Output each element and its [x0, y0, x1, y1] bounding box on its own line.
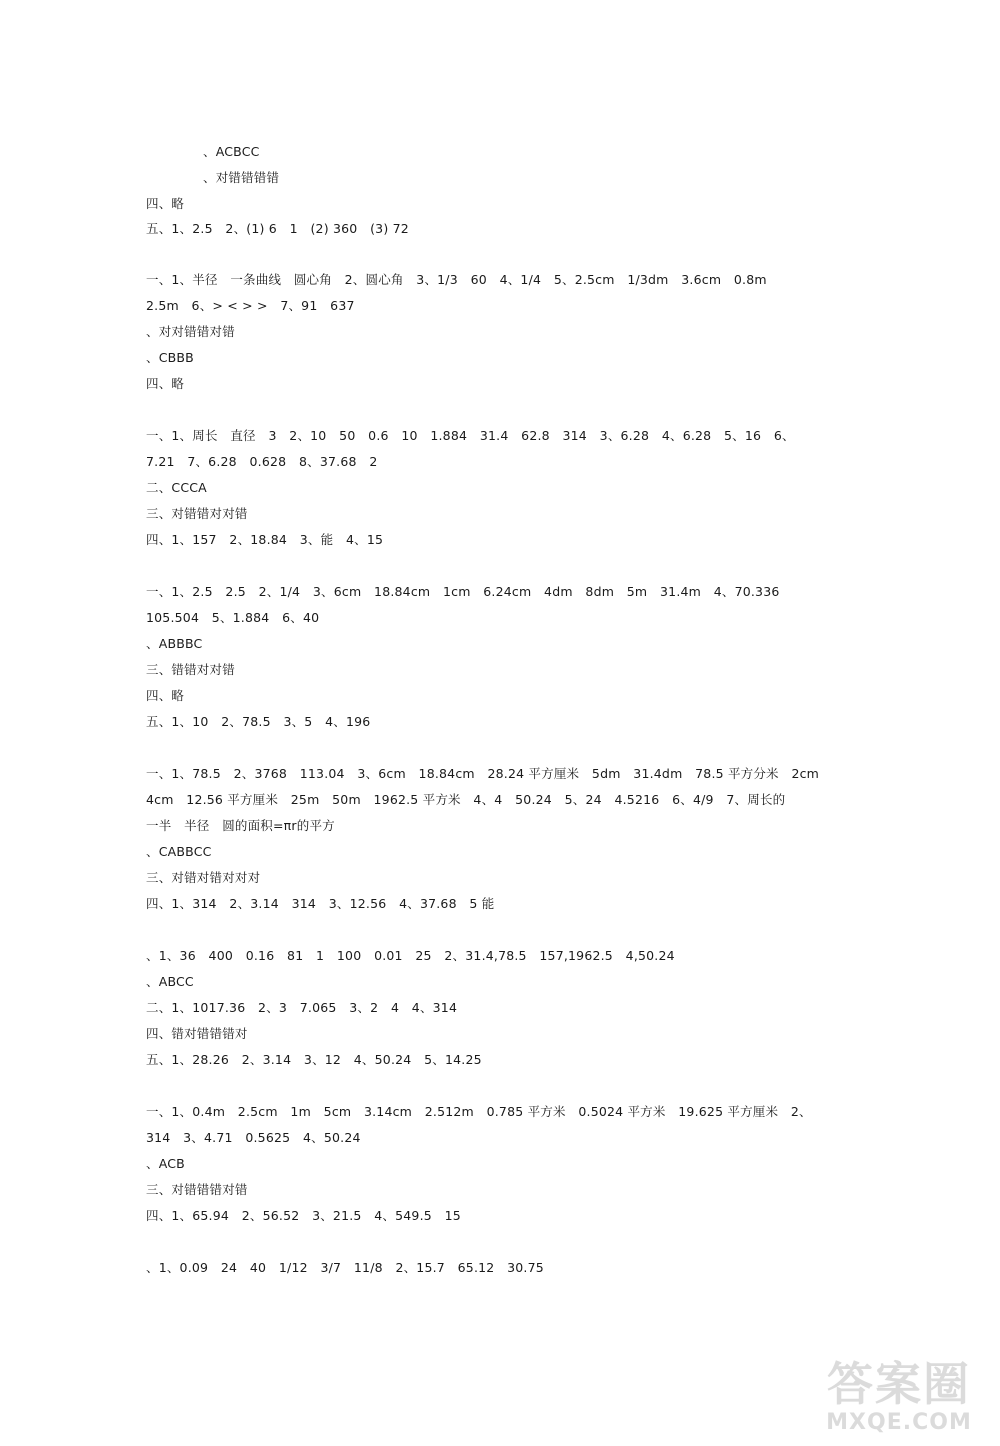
answer-line: 、1、0.09 24 40 1/12 3/7 11/8 2、15.7 65.12 30.75: [146, 1260, 544, 1275]
answer-line: 三、对错对错对对对: [146, 870, 261, 885]
answer-line: 一、1、半径 一条曲线 圆心角 2、圆心角 3、1/3 60 4、1/4 5、2.5cm 1/3dm 3.6cm 0.8m: [146, 272, 767, 287]
answer-line: 五、1、28.26 2、3.14 3、12 4、50.24 5、14.25: [146, 1052, 482, 1067]
watermark-site: MXQE.COM: [826, 1410, 972, 1435]
watermark-glyphs: 答案圈: [827, 1357, 971, 1411]
answer-line: 、对错错错错: [203, 170, 280, 185]
answer-line: 、CABBCC: [146, 844, 212, 859]
answer-line: 、1、36 400 0.16 81 1 100 0.01 25 2、31.4,78.5 157,1962.5 4,50.24: [146, 948, 675, 963]
answer-line: 一半 半径 圆的面积=πr的平方: [146, 818, 335, 833]
answer-line: 、CBBB: [146, 350, 194, 365]
answer-line: 四、略: [146, 196, 185, 211]
answer-line: 、对对错错对错: [146, 324, 235, 339]
answer-line: 一、1、0.4m 2.5cm 1m 5cm 3.14cm 2.512m 0.785 平方米 0.5024 平方米 19.625 平方厘米 2、: [146, 1104, 812, 1119]
answer-line: 、ACBCC: [203, 144, 260, 159]
answer-line: 四、略: [146, 376, 185, 391]
answer-line: 四、1、157 2、18.84 3、能 4、15: [146, 532, 384, 547]
answer-line: 、ABBBC: [146, 636, 203, 651]
answer-line: 一、1、2.5 2.5 2、1/4 3、6cm 18.84cm 1cm 6.24cm 4dm 8dm 5m 31.4m 4、70.336: [146, 584, 780, 599]
answer-line: 二、CCCA: [146, 480, 207, 495]
answer-line: 一、1、78.5 2、3768 113.04 3、6cm 18.84cm 28.24 平方厘米 5dm 31.4dm 78.5 平方分米 2cm: [146, 766, 820, 781]
answer-line: 4cm 12.56 平方厘米 25m 50m 1962.5 平方米 4、4 50.24 5、24 4.5216 6、4/9 7、周长的: [146, 792, 786, 807]
answer-line: 三、错错对对错: [146, 662, 235, 677]
watermark-logo: [814, 1357, 984, 1438]
answer-line: 五、1、2.5 2、(1) 6 1 (2) 360 (3) 72: [146, 221, 409, 236]
answer-line: 四、略: [146, 688, 185, 703]
answer-line: 一、1、周长 直径 3 2、10 50 0.6 10 1.884 31.4 62.8 314 3、6.28 4、6.28 5、16 6、: [146, 428, 795, 443]
answer-line: 二、1、1017.36 2、3 7.065 3、2 4 4、314: [146, 1000, 458, 1015]
answer-line: 五、1、10 2、78.5 3、5 4、196: [146, 714, 371, 729]
answer-line: 四、1、314 2、3.14 314 3、12.56 4、37.68 5 能: [146, 896, 495, 911]
answer-line: 、ACB: [146, 1156, 185, 1171]
answer-line: 四、错对错错错对: [146, 1026, 248, 1041]
answer-line: 三、对错错错对错: [146, 1182, 248, 1197]
answer-line: 四、1、65.94 2、56.52 3、21.5 4、549.5 15: [146, 1208, 461, 1223]
answer-line: 105.504 5、1.884 6、40: [146, 610, 320, 625]
answer-line: 2.5m 6、> < > > 7、91 637: [146, 298, 355, 313]
answer-line: 7.21 7、6.28 0.628 8、37.68 2: [146, 454, 378, 469]
answer-line: 、ABCC: [146, 974, 194, 989]
answer-line: 314 3、4.71 0.5625 4、50.24: [146, 1130, 361, 1145]
answer-line: 三、对错错对对错: [146, 506, 248, 521]
